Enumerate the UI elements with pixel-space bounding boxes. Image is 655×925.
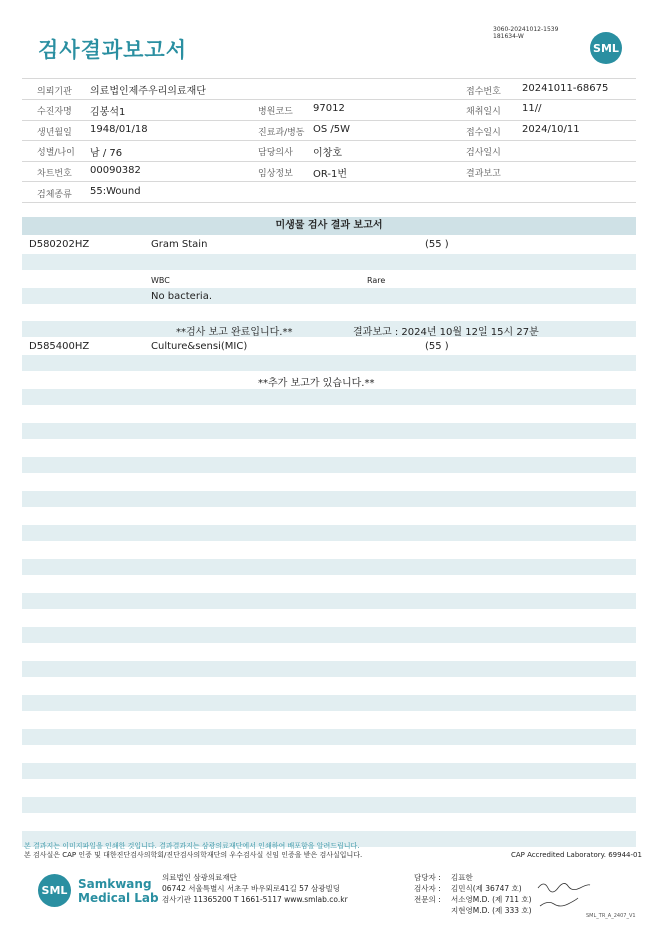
info-value: 2024/10/11 bbox=[522, 124, 580, 135]
staff-role: 검사자 : bbox=[414, 884, 441, 893]
info-label: 결과보고 bbox=[466, 169, 501, 179]
info-value: 이창호 bbox=[313, 148, 342, 159]
info-value: 97012 bbox=[313, 103, 345, 114]
brand-name-1: Samkwang bbox=[78, 877, 152, 891]
test-code: D585400HZ bbox=[29, 341, 90, 352]
info-label: 생년월일 bbox=[37, 128, 72, 138]
cap-accreditation: CAP Accredited Laboratory. 69944-01 bbox=[511, 851, 642, 859]
staff-name: 지현영M.D. (제 333 호) bbox=[451, 906, 532, 915]
specimen-code: (55 ) bbox=[425, 239, 449, 250]
result-report-time: 결과보고 : 2024년 10월 12일 15시 27분 bbox=[353, 327, 539, 338]
wbc-value: Rare bbox=[367, 276, 386, 285]
info-label: 접수일시 bbox=[466, 128, 501, 138]
info-label: 임상정보 bbox=[258, 169, 293, 179]
staff-name: 서소영M.D. (제 711 호) bbox=[451, 895, 532, 904]
sml-logo-icon: SML bbox=[590, 32, 622, 64]
info-value: 55:Wound bbox=[90, 186, 141, 197]
info-value: 00090382 bbox=[90, 165, 141, 176]
report-complete-note: **검사 보고 완료입니다.** bbox=[176, 327, 293, 338]
wbc-label: WBC bbox=[151, 276, 170, 285]
info-value: 남 / 76 bbox=[90, 148, 123, 159]
info-value: OS /5W bbox=[313, 124, 351, 135]
info-label: 성별/나이 bbox=[37, 148, 75, 158]
info-label: 담당의사 bbox=[258, 148, 293, 158]
info-label: 의뢰기관 bbox=[37, 87, 72, 97]
specimen-code: (55 ) bbox=[425, 341, 449, 352]
info-value: 1948/01/18 bbox=[90, 124, 148, 135]
info-label: 차트번호 bbox=[37, 169, 72, 179]
footer-notice: 본 결과지는 이미지파일을 인쇄한 것입니다. 결과결과지는 삼광의료재단에서 인쇄하여 배포함을 알려드립니다. bbox=[24, 842, 360, 850]
info-label: 채취일시 bbox=[466, 107, 501, 117]
staff-role: 담당자 : bbox=[414, 873, 441, 882]
info-value: OR-1번 bbox=[313, 169, 348, 180]
info-label: 진료과/병동 bbox=[258, 128, 305, 138]
report-header: 미생물 검사 결과 보고서 bbox=[275, 220, 383, 231]
report-header-band bbox=[22, 217, 636, 235]
info-label: 병원코드 bbox=[258, 107, 293, 117]
report-title: 검사결과보고서 bbox=[38, 38, 188, 62]
info-label: 접수번호 bbox=[466, 87, 501, 97]
test-name: Culture&sensi(MIC) bbox=[151, 341, 248, 352]
org-address: 06742 서울특별시 서초구 바우뫼로41길 57 삼광빌딩 bbox=[162, 884, 341, 893]
info-value: 11// bbox=[522, 103, 542, 114]
test-name: Gram Stain bbox=[151, 239, 208, 250]
certification-text: 본 검사실은 CAP 인증 및 대한진단검사의학회/진단검사의학재단의 우수검사실 신임 인증을 받은 검사실입니다. bbox=[24, 851, 363, 859]
staff-name: 김민식(제 36747 호) bbox=[451, 884, 522, 893]
barcode-text-2: 181634-W bbox=[493, 33, 524, 40]
signature-icon bbox=[536, 878, 596, 912]
info-label: 검체종류 bbox=[37, 190, 72, 200]
brand-name-2: Medical Lab bbox=[78, 891, 159, 905]
additional-report-note: **추가 보고가 있습니다.** bbox=[258, 378, 375, 389]
info-value: 의료법인제주우리의료재단 bbox=[90, 86, 206, 97]
staff-role: 전문의 : bbox=[414, 895, 441, 904]
barcode-text-1: 3060-20241012-1539 bbox=[493, 26, 559, 33]
gram-stain-result: No bacteria. bbox=[151, 291, 213, 302]
info-label: 수진자명 bbox=[37, 107, 72, 117]
staff-name: 김표한 bbox=[451, 873, 473, 882]
org-contact: 검사기관 11365200 T 1661-5117 www.smlab.co.kr bbox=[162, 895, 348, 904]
org-name: 의료법인 삼광의료재단 bbox=[162, 873, 237, 882]
info-value: 김봉석1 bbox=[90, 107, 126, 118]
test-code: D580202HZ bbox=[29, 239, 90, 250]
info-label: 검사일시 bbox=[466, 148, 501, 158]
form-code: SML_TR_A_2407_V1 bbox=[586, 913, 636, 919]
sml-logo-bottom-icon: SML bbox=[38, 874, 71, 907]
info-value: 20241011-68675 bbox=[522, 83, 609, 94]
